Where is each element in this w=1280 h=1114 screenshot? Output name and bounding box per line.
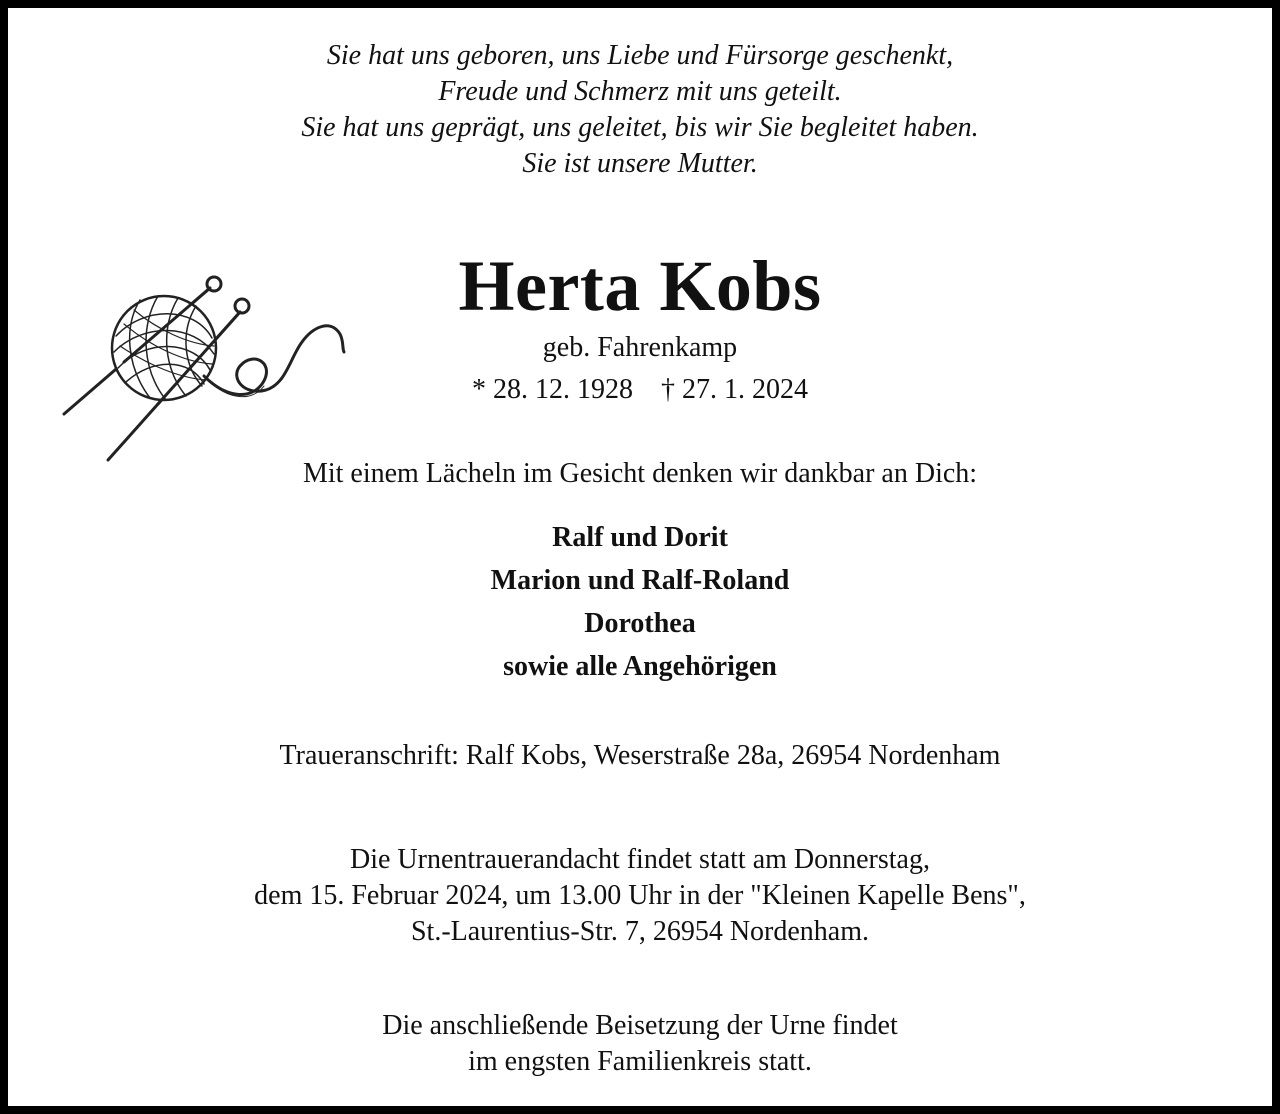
life-dates [8, 372, 1272, 408]
service-line: St.-Laurentius-Str. 7, 26954 Nordenham. [410, 916, 870, 947]
birth-name: geb. Fahrenkamp [542, 332, 738, 363]
mourner-entry: Ralf und Dorit [552, 522, 728, 553]
obituary-notice [8, 8, 1272, 1106]
poem-line: Sie ist unsere Mutter. [522, 148, 758, 179]
remembrance-line: Mit einem Lächeln im Gesicht denken wir dankbar an Dich: [302, 458, 978, 489]
mourning-address: Traueranschrift: Ralf Kobs, Weserstraße 28a, 26954 Nordenham [279, 740, 1001, 771]
mourner-entry: Marion und Ralf-Roland [490, 565, 790, 596]
death-date: † 27. 1. 2024 [661, 374, 808, 405]
mourner-entry: sowie alle Angehörigen [503, 651, 777, 682]
birth-date: * 28. 12. 1928 [472, 374, 633, 405]
mourner-entry: Dorothea [584, 608, 696, 639]
burial-details [8, 1008, 1272, 1080]
mourners-list [8, 516, 1272, 688]
deceased-name: Herta Kobs [458, 246, 822, 326]
burial-line: Die anschließende Beisetzung der Urne findet [382, 1010, 898, 1041]
poem-line: Sie hat uns geprägt, uns geleitet, bis wir Sie begleitet haben. [301, 112, 979, 143]
memorial-poem [8, 38, 1272, 182]
service-line: Die Urnentrauerandacht findet statt am Donnerstag, [349, 844, 930, 875]
service-line: dem 15. Februar 2024, um 13.00 Uhr in der "Kleinen Kapelle Bens", [254, 880, 1026, 911]
burial-line: im engsten Familienkreis statt. [468, 1046, 812, 1077]
service-details [8, 842, 1272, 950]
poem-line: Freude und Schmerz mit uns geteilt. [438, 76, 842, 107]
poem-line: Sie hat uns geboren, uns Liebe und Fürsorge geschenkt, [326, 40, 954, 71]
